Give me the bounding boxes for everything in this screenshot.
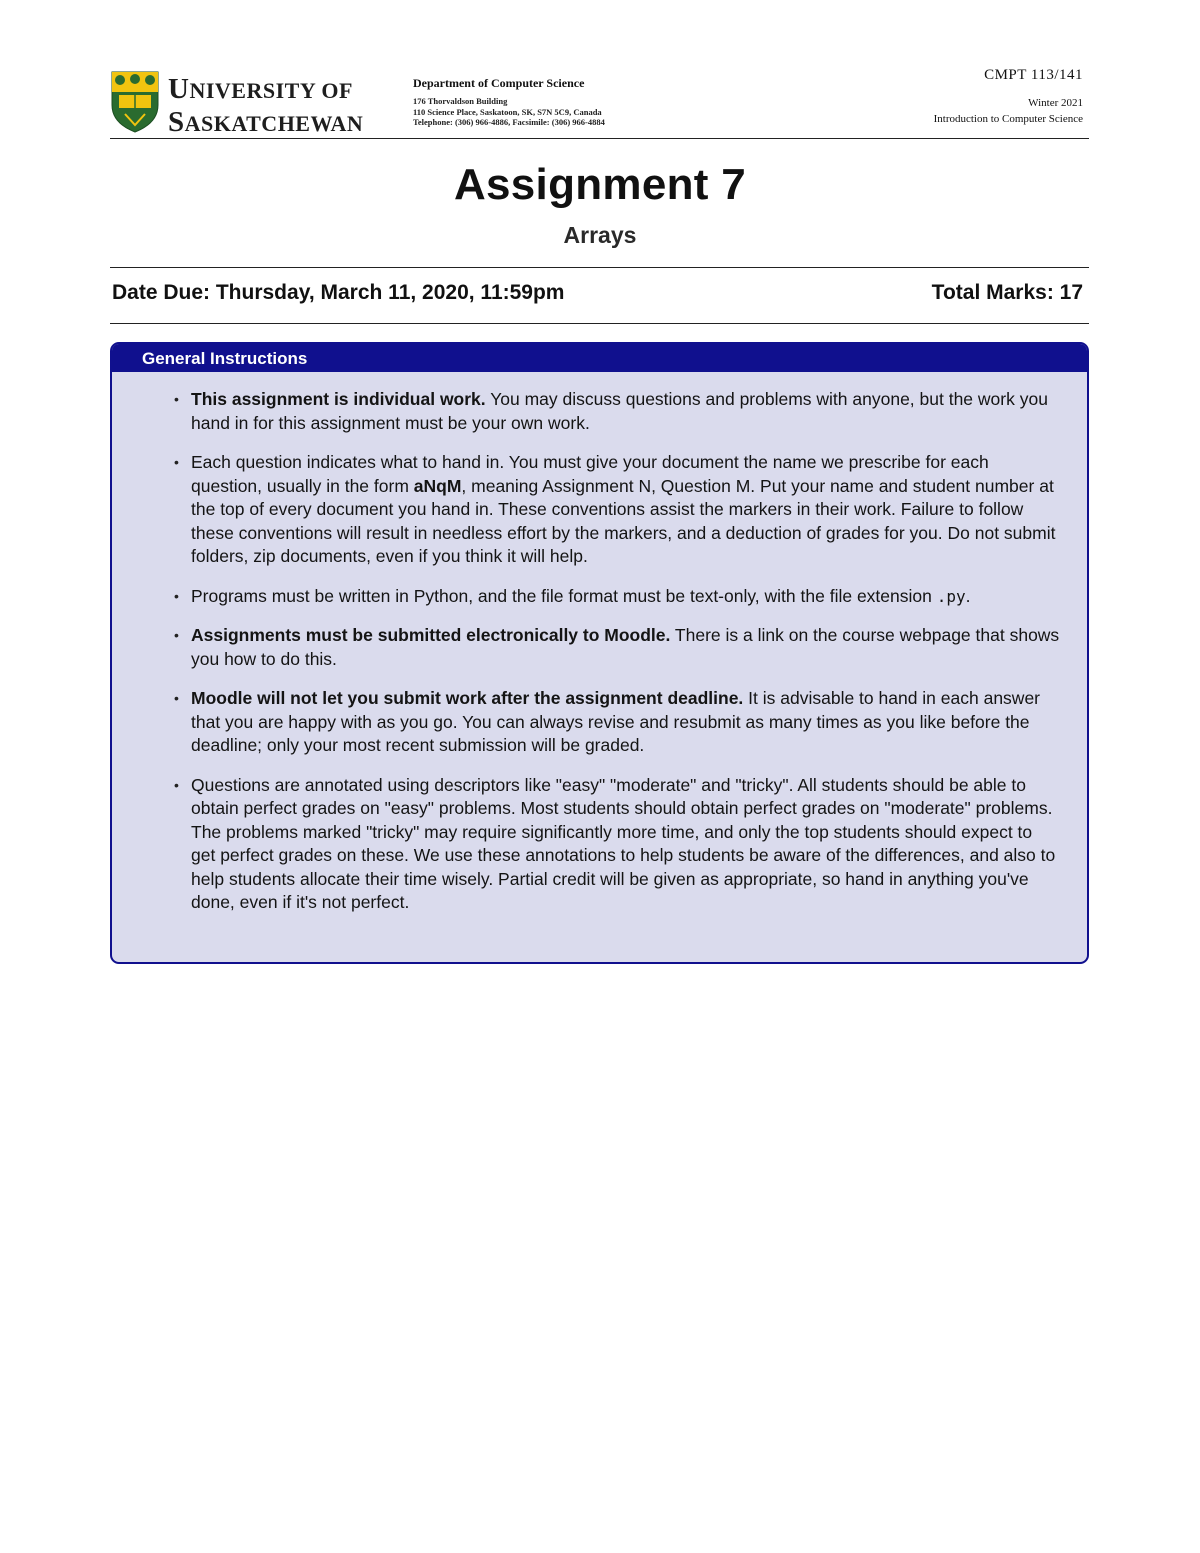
bullet-icon: • — [174, 627, 179, 643]
bullet-icon: • — [174, 391, 179, 407]
file-extension: .py — [936, 586, 966, 606]
list-item — [174, 388, 1061, 435]
university-crest-logo — [111, 71, 159, 133]
general-instructions-box — [110, 342, 1089, 964]
address-line: 110 Science Place, Saskatoon, SK, S7N 5C9, Canada — [413, 106, 602, 117]
item-emphasis: Moodle will not let you submit work after the assignment deadline. — [191, 688, 744, 708]
list-item — [174, 451, 1061, 569]
wordmark-cap-s: S — [168, 106, 185, 138]
due-divider — [110, 323, 1089, 324]
item-text: , meaning Assignment N, Question M. Put your name and student number at the top of every document you hand in. These conventions assist the markers in their work. Failure to follow these conventions will result in needless effort by the markers, and a deduction of grades for you. Do not submit folders, zip documents, even if you think it will help. — [191, 475, 1056, 566]
course-name: Introduction to Computer Science — [933, 112, 1083, 125]
instructions-list — [112, 388, 1087, 915]
item-emphasis: aNqM — [413, 475, 462, 496]
department-block — [413, 76, 605, 127]
bullet-icon: • — [174, 690, 179, 706]
list-item — [174, 687, 1061, 758]
course-term: Winter 2021 — [1028, 97, 1083, 109]
item-emphasis: This assignment is individual work. — [191, 389, 486, 409]
wordmark-line1: NIVERSITY OF — [189, 78, 353, 103]
item-text: There is a link on the course webpage that shows you how to do this. — [191, 625, 1060, 669]
title-divider — [110, 267, 1089, 268]
bullet-icon: • — [174, 776, 179, 793]
address-line: Telephone: (306) 966-4886, Facsimile: (306) 966-4884 — [413, 116, 605, 127]
course-code: CMPT 113/141 — [984, 67, 1083, 83]
item-text: Each question indicates what to hand in. You must give your document the name we prescribe for each question, usually in the form — [191, 452, 989, 496]
item-text: . — [965, 585, 971, 606]
list-item — [174, 585, 1061, 609]
item-text: Programs must be written in Python, and the file format must be text-only, with the file extension — [191, 585, 937, 606]
course-block — [934, 67, 1083, 128]
total-marks: Total Marks: 17 — [931, 281, 1083, 304]
university-wordmark — [168, 71, 388, 137]
item-text: You may discuss questions and problems with anyone, but the work you hand in for this assignment must be your own work. — [191, 389, 1048, 433]
wordmark-line2: ASKATCHEWAN — [184, 111, 364, 136]
bullet-icon: • — [174, 587, 179, 604]
item-emphasis: Assignments must be submitted electronically to Moodle. — [191, 625, 671, 645]
header-divider — [110, 138, 1089, 139]
wordmark-cap-u: U — [168, 73, 190, 105]
department-name: Department of Computer Science — [413, 76, 585, 90]
due-date: Date Due: Thursday, March 11, 2020, 11:59pm — [112, 281, 565, 304]
page-subtitle: Arrays — [563, 222, 637, 248]
item-text: It is advisable to hand in each answer that you are happy with as you go. You can always revise and resubmit as many times as you like before the deadline; only your most recent submission will be graded. — [191, 688, 1041, 755]
list-item — [174, 624, 1061, 671]
list-item — [174, 774, 1061, 915]
instructions-heading: General Instructions — [112, 344, 1087, 372]
bullet-icon: • — [174, 454, 179, 470]
item-text: Questions are annotated using descriptors like "easy" "moderate" and "tricky". All students should be able to obtain perfect grades on "easy" problems. Most students should obtain perfect grades on "moderate" problems. The problems marked "tricky" may require significantly more time, and only the top students should expect to get perfect grades on these. We use these annotations to help students be aware of the differences, and also to help students allocate their time wisely. Partial credit will be given as appropriate, so hand in anything you've done, even if it's not perfect. — [191, 774, 1056, 912]
page-title: Assignment 7 — [453, 160, 747, 209]
address-line: 176 Thorvaldson Building — [413, 96, 508, 107]
